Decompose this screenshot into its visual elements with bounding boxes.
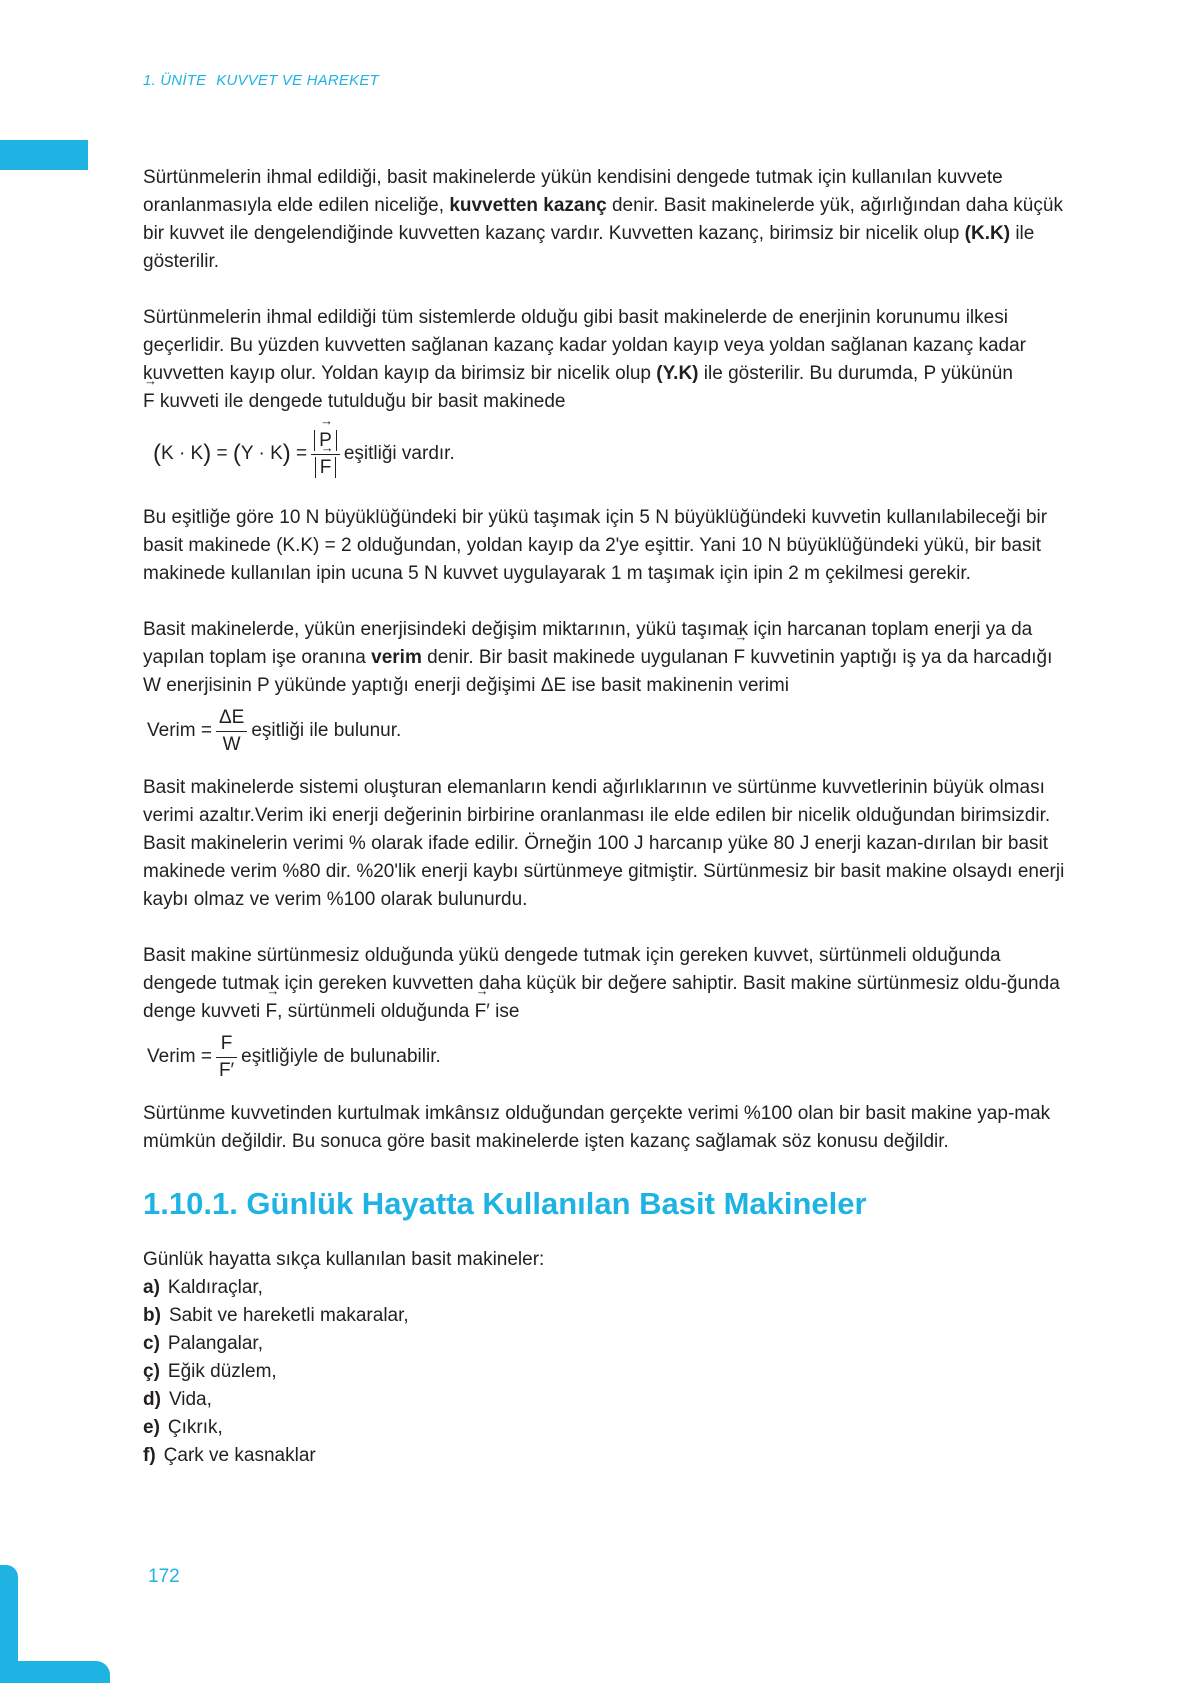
list-item: ç) Eğik düzlem, <box>143 1361 277 1382</box>
list-item: f) Çark ve kasnaklar <box>143 1445 316 1466</box>
vector-f: → F <box>143 388 155 416</box>
paragraph-enerji-korunumu: Sürtünmelerin ihmal edildiği tüm sistemlerde olduğu gibi basit makinelerde de enerjinin korunumu ilkesi geçerlidir. Bu yüzden kuvvetten sağlanan kazanç kadar yoldan kayıp veya yoldan sağlanan kazanç kadar kuvvetten kayıp olur. Yoldan kayıp da birimsiz bir nicelik olup (Y.K) ile gösterilir. Bu durumda, P yükünün → F kuvveti ile dengede tutulduğu bir basit makinede <box>143 304 1073 416</box>
term-yk: (Y.K) <box>656 363 699 384</box>
fraction-p-over-f: → P → F <box>311 428 340 481</box>
term-kk: (K.K) <box>964 223 1011 244</box>
term-verim: verim <box>371 647 422 668</box>
formula-kk-yk: ( K · K ) = ( Y · K ) = → P → F eşitliği vardır. <box>153 422 1073 486</box>
fraction-f-over-fprime: $\frac{F}{F'}$ <box>216 1031 237 1084</box>
running-header <box>143 72 379 89</box>
fraction-de-over-w: $\frac{\Delta E}{W}$ <box>216 705 247 758</box>
term-kuvvetten-kazanc: kuvvetten kazanç <box>449 195 607 216</box>
machine-list <box>143 1274 1073 1470</box>
list-item: a) Kaldıraçlar, <box>143 1277 263 1298</box>
side-tab-marker <box>0 140 88 170</box>
page-corner-decoration <box>0 1565 110 1683</box>
section-title: 1.10.1. Günlük Hayatta Kullanılan Basit Makineler <box>143 1186 867 1221</box>
unit-label: 1. ÜNİTE <box>143 72 207 89</box>
page-number: 172 <box>148 1566 180 1587</box>
unit-title: KUVVET VE HAREKET <box>216 72 379 89</box>
paragraph-sonuc: Sürtünme kuvvetinden kurtulmak imkânsız olduğundan gerçekte verimi %100 olan bir basit makine yap-mak mümkün değildir. Bu sonuca göre basit makinelerde işten kazanç sağlamak söz konusu değildir. <box>143 1103 1051 1152</box>
list-item: e) Çıkrık, <box>143 1417 223 1438</box>
list-item: c) Palangalar, <box>143 1333 263 1354</box>
formula-verim-force: Verim = $\frac{F}{F'}$ eşitliğiyle de bulunabilir. <box>147 1030 1073 1084</box>
formula-verim-energy: Verim = $\frac{\Delta E}{W}$ eşitliği ile bulunur. <box>147 704 1073 758</box>
paragraph-surtunmesiz: Basit makine sürtünmesiz olduğunda yükü dengede tutmak için gereken kuvvet, sürtünmeli olduğunda dengede tutmak için gereken kuvvetten daha küçük bir değere sahiptir. Basit makine sürtünmesiz oldu-ğunda denge kuvveti → F, sürtünmeli olduğunda → F′ ise <box>143 942 1073 1026</box>
paragraph-ornek: Bu eşitliğe göre 10 N büyüklüğündeki bir yükü taşımak için 5 N büyüklüğündeki kuvvetin kullanılabileceği bir basit makinede (K.K) = 2 olduğundan, yoldan kayıp da 2'ye eşittir. Yani 10 N büyüklüğündeki yükü, bir basit makinede kullanılan ipin ucuna 5 N kuvvet uygulayarak 1 m taşımak için ipin 2 m çekilmesi gerekir. <box>143 507 1048 584</box>
paragraph-kuvvetten-kazanc: Sürtünmelerin ihmal edildiği, basit makinelerde yükün kendisini dengede tutmak için kullanılan kuvvete oranlanmasıyla elde edilen niceliğe, kuvvetten kazanç denir. Basit makinelerde yük, ağırlığından daha küçük bir kuvvet ile dengelendiğinde kuvvetten kazanç vardır. Kuvvetten kazanç, birimsiz bir nicelik olup (K.K) ile gösterilir. <box>143 167 1063 272</box>
paragraph-verim: Basit makinelerde, yükün enerjisindeki değişim miktarının, yükü taşımak için harcanan toplam enerji ya da yapılan toplam işe oranına verim denir. Bir basit makinede uygulanan → F kuvvetinin yaptığı iş ya da harcadığı W enerjisinin P yükünde yaptığı enerji değişimi ΔE ise basit makinenin verimi <box>143 616 1073 700</box>
paragraph-verim-azalma: Basit makinelerde sistemi oluşturan elemanların kendi ağırlıklarının ve sürtünme kuvvetlerinin büyük olması verimi azaltır.Verim iki enerji değerinin birbirine oranlanması ile elde edilen bir nicelik olduğundan birimsizdir. Basit makinelerin verimi % olarak ifade edilir. Örneğin 100 J harcanıp yüke 80 J enerji kazan-dırılan bir basit makinede verim %80 dir. %20'lik enerji kaybı sürtünmeye gitmiştir. Sürtünmesiz bir basit makine olsaydı enerji kaybı olmaz ve verim %100 olarak bulunurdu. <box>143 777 1065 910</box>
section-intro: Günlük hayatta sıkça kullanılan basit makineler: <box>143 1249 545 1270</box>
list-item: b) Sabit ve hareketli makaralar, <box>143 1305 409 1326</box>
list-item: d) Vida, <box>143 1389 212 1410</box>
page-content <box>143 164 1073 1470</box>
